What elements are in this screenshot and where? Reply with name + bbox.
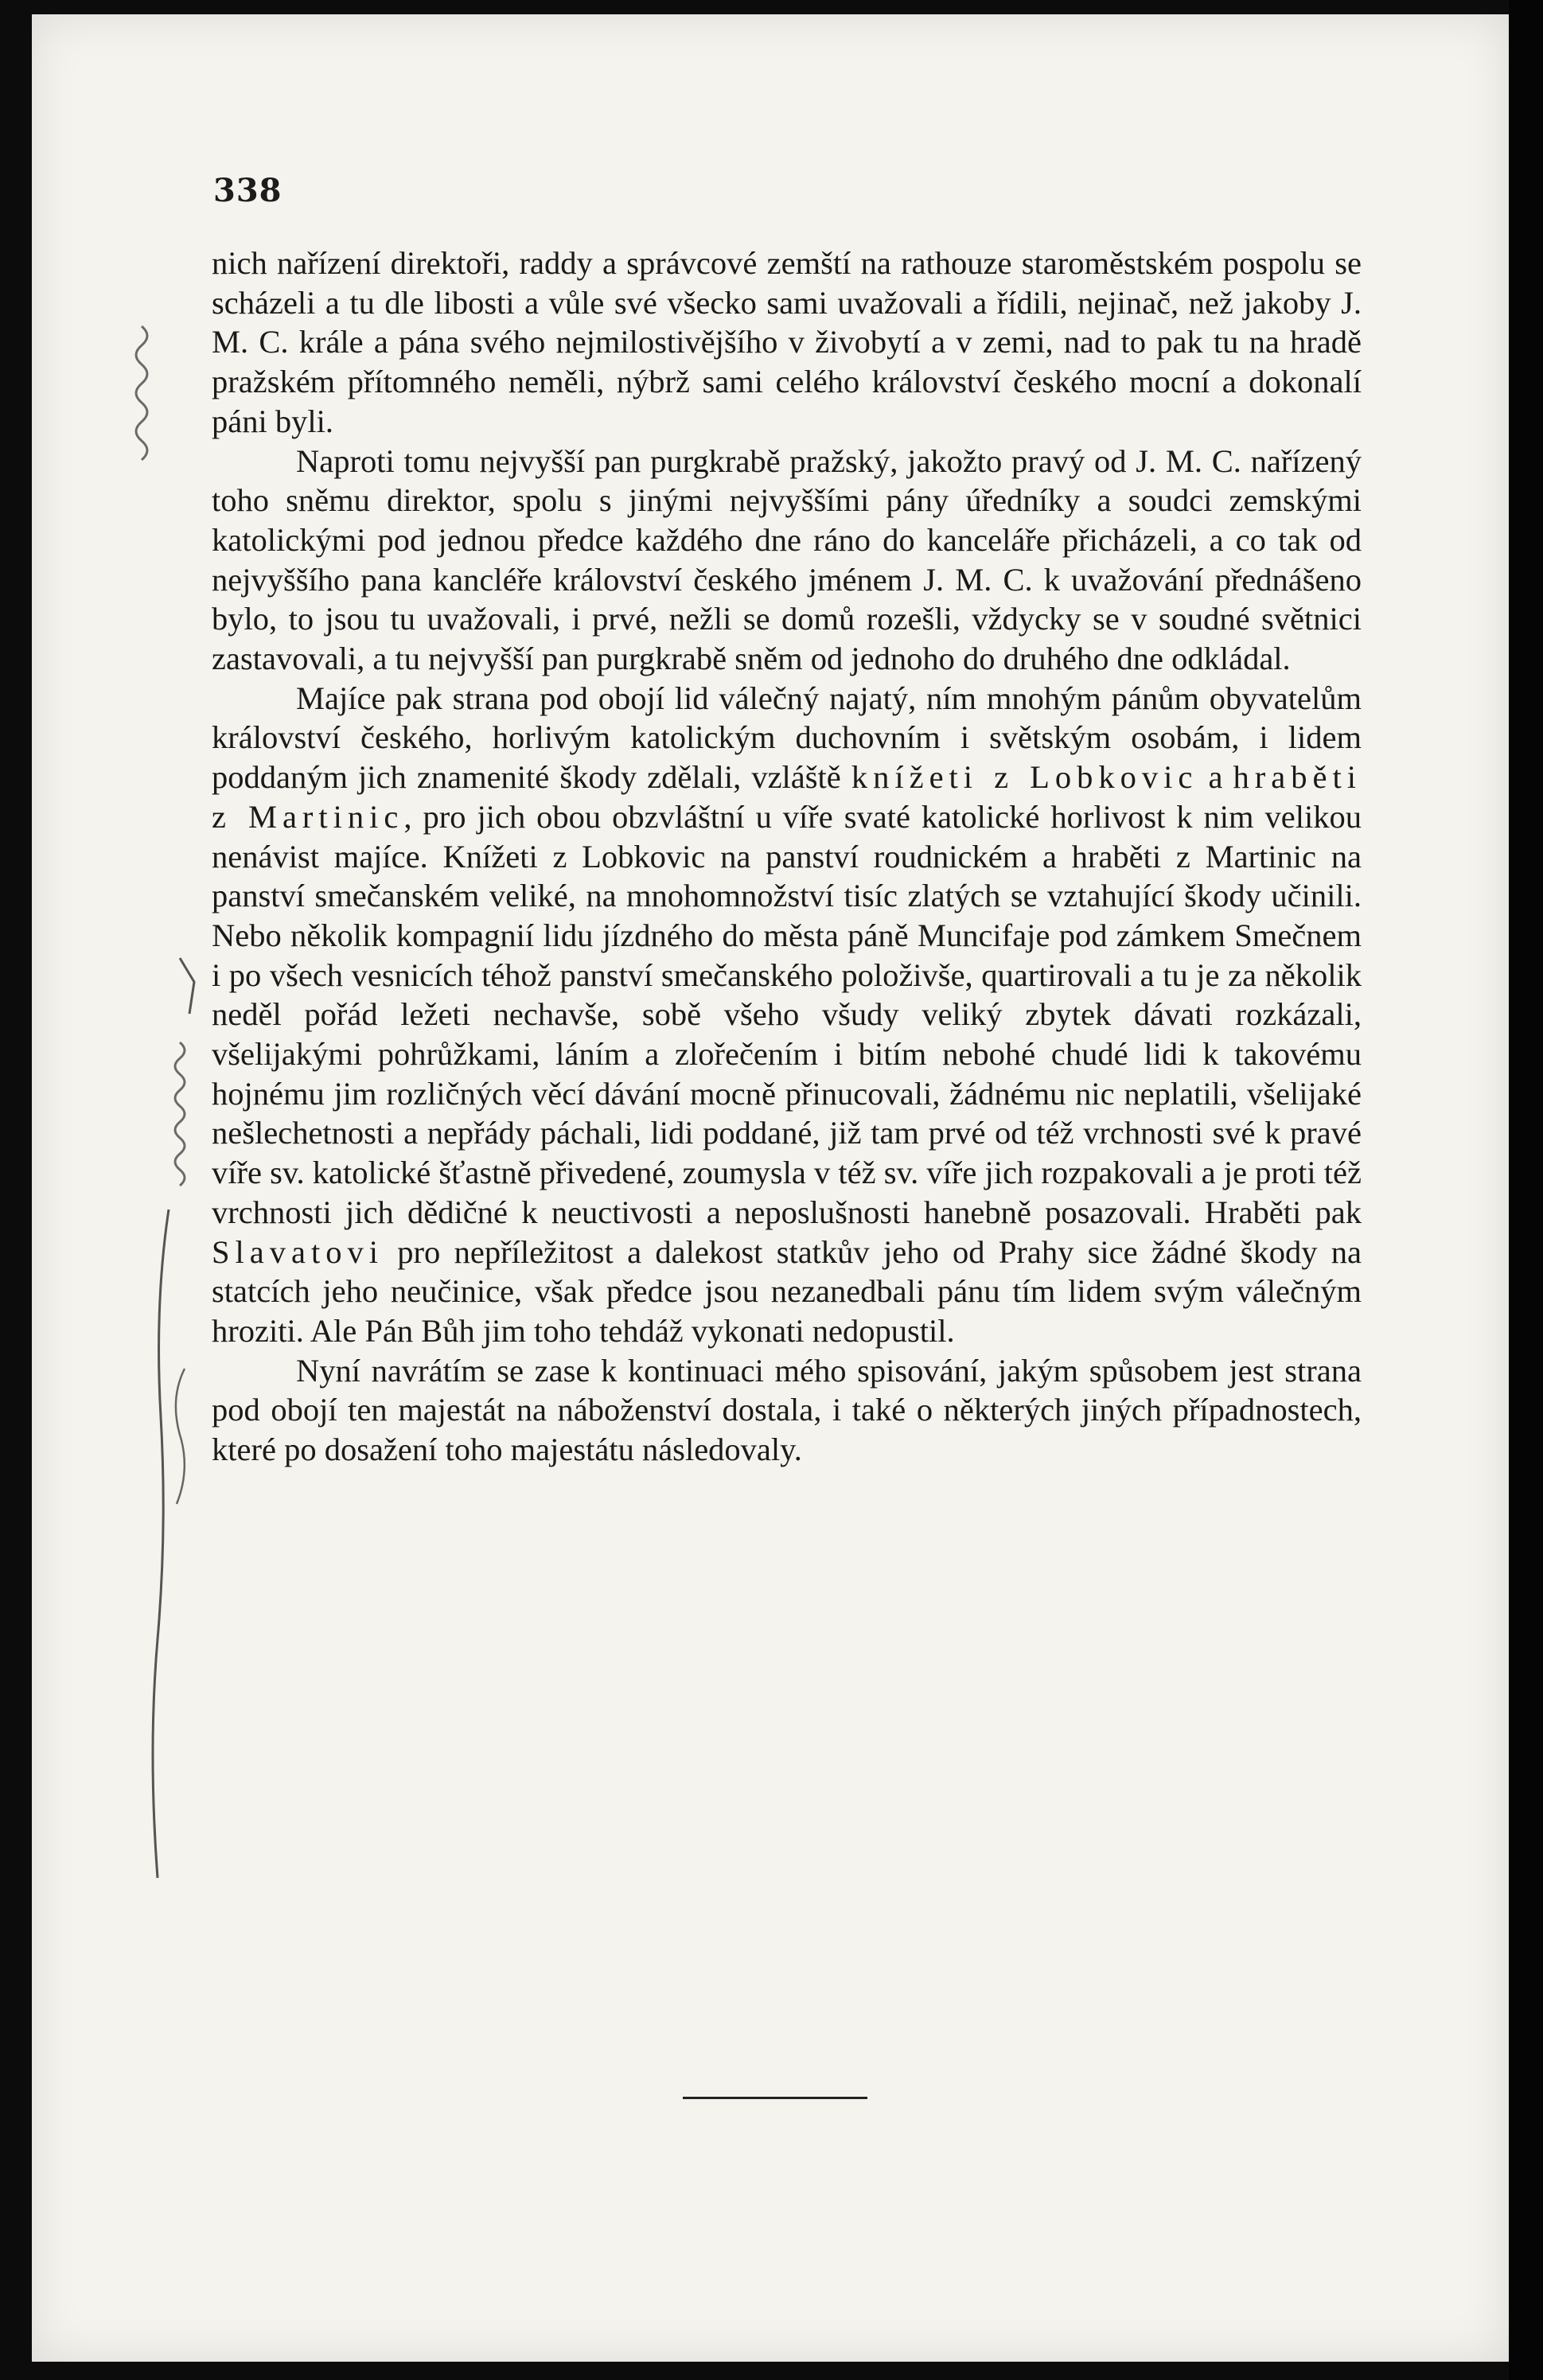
body-text — [212, 243, 1362, 1470]
text-run: nich nařízení direktoři, raddy a správcové zemští na rathouze staroměstském pospolu se scházeli a tu dle libosti a vůle své všecko sami uvažovali a řídili, nejinač, než jakoby J. M. C. krále a pána svého nejmilostivějšího v živobytí a v zemi, nad to pak tu na hradě pražském přítomného neměli, nýbrž sami celého království českého mocní a dokonalí páni byli. — [212, 245, 1362, 439]
text-run: Naproti tomu nejvyšší pan purgkrabě pražský, jakožto pravý od J. M. C. nařízený toho sněmu direktor, spolu s jinými nejvyššími pány úředníky a soudci zemskými katolickými pod jednou předce každého dne ráno do kanceláře přicházeli, a co tak od nejvyššího pana kancléře království českého jménem J. M. C. k uvažování přednášeno bylo, to jsou tu uvažovali, i prvé, nežli se domů rozešli, vždycky se v soudné světnici zastavovali, a tu nejvyšší pan purgkrabě sněm od jednoho do druhého dne odkládal. — [212, 442, 1362, 677]
emphasized-name: Slavatovi — [212, 1233, 384, 1270]
section-end-rule — [683, 2097, 867, 2099]
text-run: Nyní navrátím se zase k kontinuaci mého spisování, jakým spůsobem jest strana pod obojí ten majestát na náboženství dostala, i také o některých jiných případnostech, které po dosažení toho majestátu následovaly. — [212, 1352, 1362, 1468]
text-run: pro nepříležitost a dalekost statkův jeho od Prahy sice žádné škody na statcích jeho neučinice, však předce jsou nezanedbali pánu tím lidem svým válečným hroziti. Ale Pán Bůh jim toho tehdáž vykonati nedopustil. — [212, 1233, 1362, 1349]
paragraph — [212, 243, 1362, 442]
paragraph — [212, 679, 1362, 1351]
emphasized-name: knížeti z Lobkovic — [851, 759, 1198, 796]
page-number: 338 — [213, 172, 282, 209]
text-run: a — [1198, 759, 1233, 796]
paragraph — [212, 1351, 1362, 1470]
text-run: Majíce pak strana pod obojí lid válečný najatý, ním mnohým pánům obyvatelům království českého, horlivým katolickým duchovním i světským osobám, i lidem poddaným jich znamenité škody zdělali, vzláště — [212, 680, 1362, 796]
text-run: , pro jich obou obzvláštní u víře svaté katolické horlivost k nim velikou nenávist majíce. Knížeti z Lobkovic na panství roudnickém a hraběti z Martinic na panství smečanském veliké, na mnohomnožství tisíc zlatých se vztahující škody učinili. Nebo několik kompagnií lidu jízdného do města páně Muncifaje pod zámkem Smečnem i po všech vesnicích téhož panství smečanského položivše, quartirovali a tu je za několik neděl pořád ležeti nechavše, sobě všeho všudy veliký zbytek dávati rozkázali, všelijakými pohrůžkami, láním a zlořečením i bitím nebohé chudé lidi k takovému hojnému jim rozličných věcí dávání mocně přinucovali, žádnému nic neplatili, všelijaké nešlechetnosti a nepřády páchali, lidi poddané, již tam prvé od též vrchnosti své k pravé víře sv. katolické šťastně přivedené, zoumysla v též sv. víře jich rozpakovali a je proti též vrchnosti jich dědičné k neuctivosti a neposlušnosti hanebně posazovali. Hraběti pak — [212, 798, 1362, 1230]
paragraph — [212, 442, 1362, 679]
emphasized-name: hraběti z Martinic — [212, 759, 1362, 835]
book-page — [32, 14, 1509, 2362]
scan-dark-edge — [1509, 0, 1543, 2380]
